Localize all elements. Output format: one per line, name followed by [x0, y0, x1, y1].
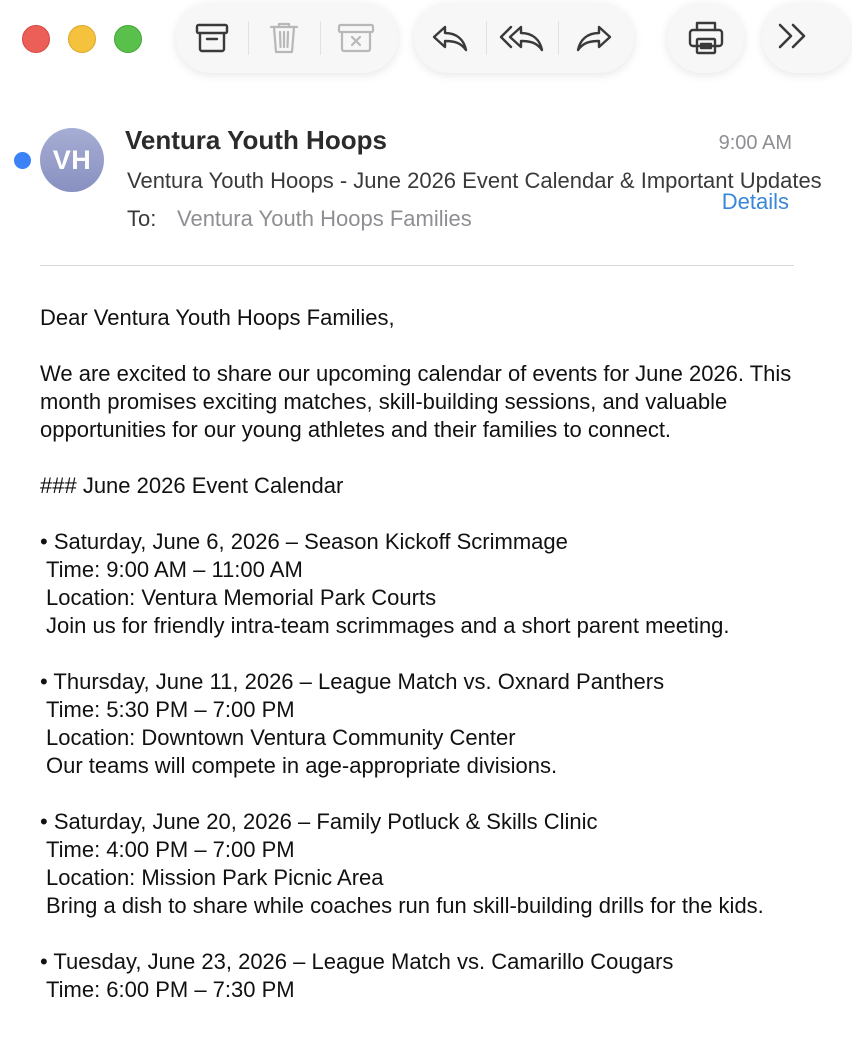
subject-line: Ventura Youth Hoops - June 2026 Event Calendar & Important Updates	[127, 168, 822, 193]
reply-all-icon	[499, 23, 545, 53]
junk-button[interactable]	[320, 3, 392, 73]
event-time: Time: 9:00 AM – 11:00 AM	[46, 557, 303, 582]
trash-button[interactable]	[248, 3, 320, 73]
event-title: • Saturday, June 20, 2026 – Family Potluck & Skills Clinic	[40, 809, 598, 834]
header-divider	[40, 265, 794, 266]
print-button[interactable]	[667, 3, 744, 73]
event-item	[40, 668, 810, 780]
event-item	[40, 528, 810, 640]
event-location: Location: Downtown Ventura Community Center	[46, 725, 516, 750]
reply-icon	[431, 23, 469, 53]
details-link[interactable]: Details	[721, 189, 789, 214]
print-group	[667, 3, 744, 73]
event-title: • Saturday, June 6, 2026 – Season Kickoff Scrimmage	[40, 529, 568, 554]
toolbar	[0, 0, 840, 80]
zoom-window-button[interactable]	[114, 25, 142, 53]
avatar: VH	[40, 128, 104, 192]
reply-actions-group	[414, 3, 634, 73]
event-description: Bring a dish to share while coaches run fun skill-building drills for the kids.	[46, 893, 764, 918]
more-actions-group	[762, 3, 852, 73]
calendar-heading: ### June 2026 Event Calendar	[40, 473, 344, 498]
event-time: Time: 6:00 PM – 7:30 PM	[46, 977, 295, 1002]
archive-box-icon	[195, 22, 229, 54]
event-item	[40, 948, 810, 1004]
event-description: Join us for friendly intra-team scrimmages and a short parent meeting.	[46, 613, 730, 638]
message-body	[40, 304, 810, 1032]
intro-paragraph: We are excited to share our upcoming calendar of events for June 2026. This month promises exciting matches, skill-building sessions, and valuable opportunities for our young athletes and their families to connect.	[40, 361, 792, 442]
more-actions-button[interactable]	[776, 21, 810, 56]
event-location: Location: Ventura Memorial Park Courts	[46, 585, 437, 610]
forward-icon	[576, 23, 612, 53]
close-window-button[interactable]	[22, 25, 50, 53]
event-time: Time: 5:30 PM – 7:00 PM	[46, 697, 295, 722]
to-label: To:	[127, 206, 157, 231]
message-actions-group	[176, 3, 398, 73]
trash-icon	[269, 21, 299, 55]
archive-button[interactable]	[176, 3, 248, 73]
reply-all-button[interactable]	[486, 3, 558, 73]
unread-indicator	[14, 152, 31, 169]
event-description: Our teams will compete in age-appropriate divisions.	[46, 753, 558, 778]
minimize-window-button[interactable]	[68, 25, 96, 53]
event-item	[40, 808, 810, 920]
event-title: • Thursday, June 11, 2026 – League Match vs. Oxnard Panthers	[40, 669, 665, 694]
event-location: Location: Mission Park Picnic Area	[46, 865, 384, 890]
reply-button[interactable]	[414, 3, 486, 73]
event-title: • Tuesday, June 23, 2026 – League Match vs. Camarillo Cougars	[40, 949, 674, 974]
greeting: Dear Ventura Youth Hoops Families,	[40, 305, 395, 330]
chevron-double-right-icon	[776, 21, 810, 56]
recipient-name: Ventura Youth Hoops Families	[177, 206, 472, 231]
sender-name: Ventura Youth Hoops	[125, 125, 387, 155]
printer-icon	[687, 20, 725, 56]
junk-box-icon	[337, 22, 375, 54]
received-time: 9:00 AM	[718, 132, 792, 154]
event-time: Time: 4:00 PM – 7:00 PM	[46, 837, 295, 862]
forward-button[interactable]	[558, 3, 630, 73]
